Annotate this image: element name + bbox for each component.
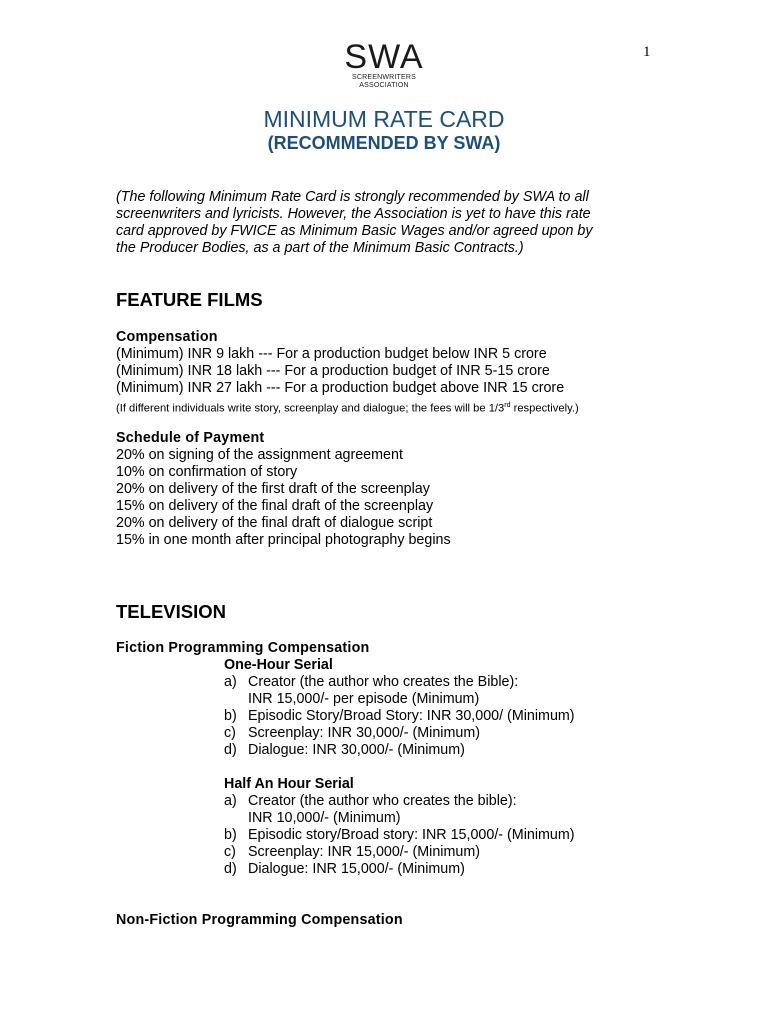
document-subtitle: (RECOMMENDED BY SWA) <box>267 133 501 153</box>
item-marker: b) <box>224 827 237 843</box>
item-text: Dialogue: INR 15,000/- (Minimum) <box>248 861 465 877</box>
document-title: MINIMUM RATE CARD <box>263 106 505 132</box>
item-marker: a) <box>224 793 237 809</box>
half-hour-serial <box>224 776 575 878</box>
schedule-line: 15% in one month after principal photography begins <box>116 532 451 548</box>
item-continuation: INR 10,000/- (Minimum) <box>248 810 401 826</box>
item-text: Dialogue: INR 30,000/- (Minimum) <box>248 742 465 758</box>
item-marker: d) <box>224 861 237 877</box>
list-item <box>224 827 575 844</box>
item-continuation: INR 15,000/- per episode (Minimum) <box>248 691 480 707</box>
item-marker: a) <box>224 674 237 690</box>
compensation-list <box>116 346 579 418</box>
intro-line: the Producer Bodies, as a part of the Minimum Basic Contracts.) <box>116 240 524 256</box>
note-text: (If different individuals write story, screenplay and dialogue; the fees will be 1/3 <box>116 402 505 415</box>
item-marker: c) <box>224 844 236 860</box>
page-number: 1 <box>643 44 651 60</box>
item-marker: c) <box>224 725 236 741</box>
list-item <box>224 674 575 691</box>
list-item <box>224 793 575 810</box>
item-text: Screenplay: INR 30,000/- (Minimum) <box>248 725 481 741</box>
note-superscript: rd <box>504 402 511 409</box>
compensation-line: (Minimum) INR 18 lakh --- For a production budget of INR 5-15 crore <box>116 363 550 379</box>
logo-mark: SWA <box>344 38 424 76</box>
item-text: Creator (the author who creates the Bible): <box>248 674 519 690</box>
intro-line: screenwriters and lyricists. However, the Association is yet to have this rate <box>116 206 591 222</box>
schedule-heading: Schedule of Payment <box>116 430 265 446</box>
schedule-list <box>116 447 451 549</box>
list-item <box>224 844 575 861</box>
schedule-line: 10% on confirmation of story <box>116 464 298 480</box>
item-text: Episodic Story/Broad Story: INR 30,000/ (Minimum) <box>248 708 575 724</box>
one-hour-title: One-Hour Serial <box>224 657 333 673</box>
schedule-line: 20% on delivery of the final draft of dialogue script <box>116 515 433 531</box>
item-marker: b) <box>224 708 237 724</box>
intro-paragraph <box>116 189 656 257</box>
compensation-heading: Compensation <box>116 329 218 345</box>
schedule-line: 20% on delivery of the first draft of the screenplay <box>116 481 430 497</box>
schedule-line: 20% on signing of the assignment agreement <box>116 447 403 463</box>
item-text: Screenplay: INR 15,000/- (Minimum) <box>248 844 481 860</box>
list-item <box>224 725 575 742</box>
intro-line: card approved by FWICE as Minimum Basic Wages and/or agreed upon by <box>116 223 593 239</box>
television-heading: TELEVISION <box>116 601 226 622</box>
schedule-line: 15% on delivery of the final draft of the screenplay <box>116 498 434 514</box>
list-item <box>224 742 575 759</box>
swa-logo <box>320 40 448 90</box>
list-item <box>224 708 575 725</box>
intro-line: (The following Minimum Rate Card is strongly recommended by SWA to all <box>116 189 589 205</box>
document-title-block <box>0 106 768 154</box>
feature-films-heading: FEATURE FILMS <box>116 289 263 310</box>
item-text: Creator (the author who creates the bible): <box>248 793 517 809</box>
logo-line-1: SCREENWRITERS <box>351 74 417 81</box>
logo-line-2: ASSOCIATION <box>359 82 409 89</box>
fiction-heading: Fiction Programming Compensation <box>116 640 370 656</box>
half-hour-title: Half An Hour Serial <box>224 776 354 792</box>
one-hour-serial <box>224 657 575 759</box>
compensation-line: (Minimum) INR 9 lakh --- For a production budget below INR 5 crore <box>116 346 547 362</box>
item-marker: d) <box>224 742 237 758</box>
item-text: Episodic story/Broad story: INR 15,000/- (Minimum) <box>248 827 575 843</box>
list-item <box>224 861 575 878</box>
compensation-line: (Minimum) INR 27 lakh --- For a production budget above INR 15 crore <box>116 380 565 396</box>
note-text-end: respectively.) <box>510 402 579 415</box>
writers-split-note <box>116 397 579 418</box>
non-fiction-heading: Non-Fiction Programming Compensation <box>116 912 403 928</box>
